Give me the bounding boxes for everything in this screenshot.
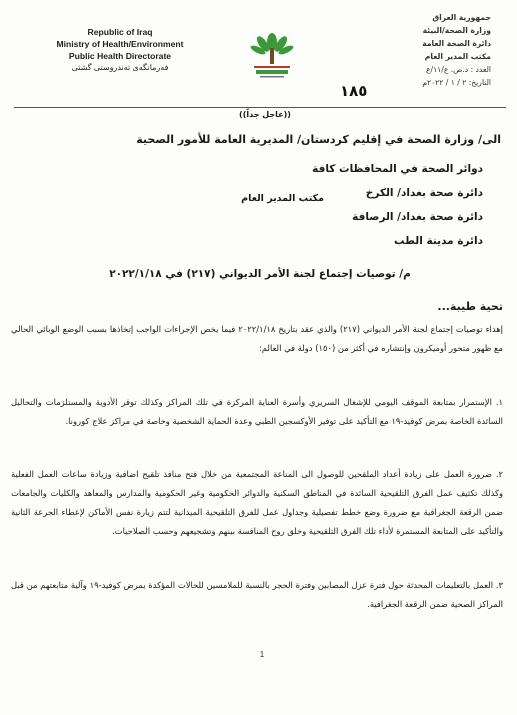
reference-label: العدد : د.ص. ع/١١/ع (426, 65, 491, 74)
intro-paragraph: إهداء توصيات إجتماع لجنة الأمر الديواني (٢١٧) والذي عقد بتاريخ ٢٠٢٢/١/١٨ فيما يخص الإجراءات الواجب إتخاذها بسبب الوضع الوبائي الحالي مع ظهور متحور أوميكرون وإنتشاره في أكثر من (١٥٠) دولة في العالم: (11, 324, 503, 353)
recipient-item: دائرة مدينة الطب (393, 235, 483, 247)
recommendation-item-2: ٢. ضرورة العمل على زيادة أعداد الملقحين للوصول الى المناعة المجتمعية من خلال فتح منافذ تلقيح اضافية وزيادة ساعات العمل الفعلية وكذلك تكثيف عمل الفرق التلقيحية السائدة في المناطق السكنية والدوائر الحكومية وغير الحكومية والمدارس والمعاهد والكليات والجامعات ضمن الرقعة الجغرافية مع ضرورة وضع خطط تفصيلية وجداول عمل للفرق التلقيحية الميدانية لتتم زيارة نفس الأماكن لإعطاء الجرعة الثانية والتأكيد على المتابعة المستمرة لأداء تلك الفرق التلقيحية وخلق روح المنافسة بينهم وتشجيعهم وحسب الصلاحيات. (11, 469, 503, 536)
recipient-item: دائرة صحة بغداد/ الكرخ (365, 187, 483, 199)
arabic-letterhead (371, 11, 491, 89)
en-line-directorate: Public Health Directorate (68, 51, 172, 61)
recommendation-item-1: ١. الإستمرار بمتابعة الموقف اليومي للإشغال السريري وأسرة العناية المركزة في تلك المراكز وكذلك توفر الأدوية والمستلزمات والتحاليل السائدة الخاصة بمرض كوفيد-١٩ مع التأكيد على توفير الأوكسجين الطبي وعدة الحماية الشخصية وخاصة في مراكز علاج كورونا. (11, 397, 503, 426)
header-divider (14, 107, 506, 108)
ar-line-directorate: دائرة الصحة العامة (422, 39, 491, 48)
ar-line-gm-office: مكتب المدير العام (424, 52, 491, 61)
ar-line-ministry: وزارة الصحة/البيئة (422, 26, 491, 35)
greeting: تحية طيبة... (437, 300, 503, 313)
recipient-item: دوائر الصحة في المحافظات كافة (312, 163, 483, 175)
ar-line-republic: جمهورية العراق (432, 13, 491, 22)
reference-number: ١٨٥ (340, 82, 368, 100)
gm-office-label: مكتب المدير العام (241, 193, 324, 204)
en-line-republic: Republic of Iraq (87, 27, 153, 37)
subject-line: م/ توصيات إجتماع لجنة الأمر الديواني (٢١٧) في ٢٠٢٢/١/١٨ (109, 268, 411, 280)
recommendation-item-3: ٣. العمل بالتعليمات المحدثة حول فترة عزل المصابين وفترة الحجر بالنسبة للملامسين للحالات المؤكدة بمرض كوفيد-١٩ وآلية متابعتهم من قبل المراكز الصحية ضمن الرقعة الجغرافية. (11, 580, 503, 609)
english-letterhead (40, 26, 200, 74)
recipients-list (283, 157, 483, 253)
addressee-line: الى/ وزارة الصحة في إقليم كردستان/ المديرية العامة للأمور الصحية (136, 133, 501, 146)
kurdish-line-directorate: فەرمانگەی تەندروستی گشتی (71, 63, 169, 72)
recipient-item: دائرة صحة بغداد/ الرصافة (352, 211, 483, 223)
page-number: 1 (259, 650, 265, 659)
urgent-label: ((عاجل جداً)) (239, 110, 291, 119)
ministry-palm-logo-icon (250, 26, 294, 84)
date-label: التاريخ: ٢ / ١ / ٢٠٢٢م (422, 78, 491, 87)
en-line-ministry: Ministry of Health/Environment (56, 39, 184, 49)
